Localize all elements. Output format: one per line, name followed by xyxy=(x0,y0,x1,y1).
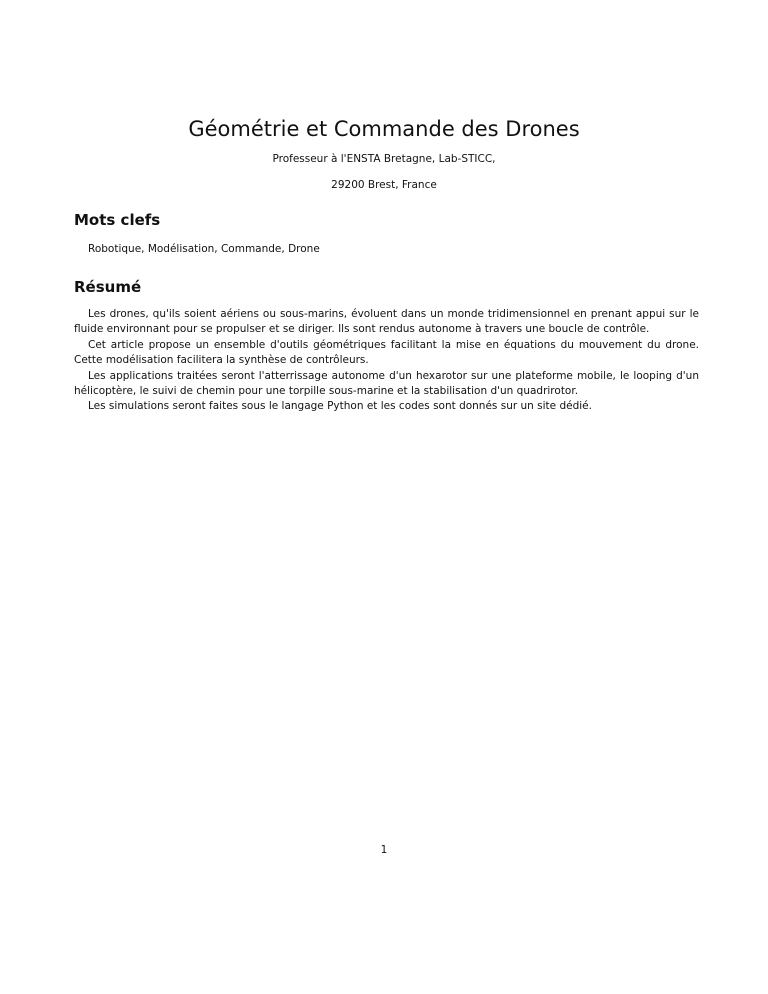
abstract-heading: Résumé xyxy=(74,278,142,296)
author-affiliation-line-2: 29200 Brest, France xyxy=(331,179,437,191)
abstract-paragraph: Les drones, qu'ils soient aériens ou sous-marins, évoluent dans un monde tridimensionnel en prenant appui sur le fluide environnant pour se propulser et se diriger. Ils sont rendus autonome à travers une boucle de contrôle. xyxy=(74,308,699,336)
paper-title: Géométrie et Commande des Drones xyxy=(188,117,580,141)
abstract-paragraph: Les applications traitées seront l'atterrissage autonome d'un hexarotor sur une plateforme mobile, le looping d'un hélicoptère, le suivi de chemin pour une torpille sous-marine et la stabilisation d'un quadrirotor. xyxy=(74,369,699,398)
keywords-text: Robotique, Modélisation, Commande, Drone xyxy=(88,243,320,255)
author-affiliation-line-1: Professeur à l'ENSTA Bretagne, Lab-STICC, xyxy=(272,153,496,165)
keywords-heading: Mots clefs xyxy=(74,211,161,229)
page-number: 1 xyxy=(380,844,388,856)
abstract-body xyxy=(74,307,699,415)
abstract-paragraph: Cet article propose un ensemble d'outils géométriques facilitant la mise en équations du mouvement du drone. Cette modélisation facilitera la synthèse de contrôleurs. xyxy=(74,338,699,367)
abstract-paragraph: Les simulations seront faites sous le langage Python et les codes sont donnés sur un site dédié. xyxy=(88,400,592,413)
